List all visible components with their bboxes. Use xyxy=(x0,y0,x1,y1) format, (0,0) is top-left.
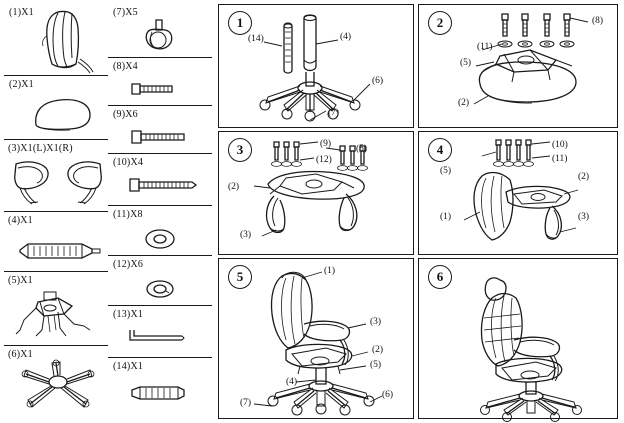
step-5-callout-6: (6) xyxy=(382,390,394,400)
part-icon-mechanism xyxy=(14,290,102,344)
step-number-2: 2 xyxy=(428,11,452,35)
step-2-callout-11: (11) xyxy=(477,42,493,52)
part-icon-caster xyxy=(140,18,180,56)
step-3-callout-12: (12) xyxy=(316,155,332,165)
part-label-2: (2)X1 xyxy=(9,79,34,90)
part-label-1: (1)X1 xyxy=(9,7,34,18)
part-label-7: (7)X5 xyxy=(113,7,138,18)
step-4-callout-2: (2) xyxy=(578,172,590,182)
step-2-illustration xyxy=(452,10,614,122)
part-label-13: (13)X1 xyxy=(113,309,144,320)
part-label-10: (10)X4 xyxy=(113,157,144,168)
step-3-callout-9: (9) xyxy=(320,139,332,149)
step-number-3: 3 xyxy=(228,138,252,162)
step-1-callout-14: (14) xyxy=(248,34,264,44)
step-1-callout-7: (7) xyxy=(328,108,340,118)
step-1-callout-6: (6) xyxy=(372,76,384,86)
step-4-callout-5: (5) xyxy=(440,166,452,176)
step-5-callout-5: (5) xyxy=(370,360,382,370)
step-5-callout-1: (1) xyxy=(324,266,336,276)
step-4-callout-10: (10) xyxy=(552,140,568,150)
step-number-4: 4 xyxy=(428,138,452,162)
part-icon-bolt-long xyxy=(126,176,208,194)
part-label-12: (12)X6 xyxy=(113,259,144,270)
part-label-5: (5)X1 xyxy=(8,275,33,286)
step-3-callout-5: (5) xyxy=(356,144,368,154)
part-icon-cylinder-cover xyxy=(126,382,202,404)
step-1-callout-4: (4) xyxy=(340,32,352,42)
part-icon-flat-washer xyxy=(140,226,180,252)
step-5-callout-4: (4) xyxy=(286,377,298,387)
part-label-4: (4)X1 xyxy=(8,215,33,226)
part-icon-seat xyxy=(26,95,100,135)
part-icon-backrest xyxy=(34,10,104,74)
part-icon-gas-cylinder xyxy=(12,238,102,264)
step-4-illustration xyxy=(452,136,614,250)
part-label-3: (3)X1(L)X1(R) xyxy=(8,143,73,154)
step-2-callout-5: (5) xyxy=(460,58,472,68)
step-3-callout-3: (3) xyxy=(240,230,252,240)
step-5-callout-2: (2) xyxy=(372,345,384,355)
step-5-callout-7: (7) xyxy=(240,398,252,408)
part-icon-bolt-medium xyxy=(128,128,204,146)
step-4-callout-3: (3) xyxy=(578,212,590,222)
part-icon-armrests xyxy=(10,158,106,210)
step-6-illustration xyxy=(458,268,616,416)
part-label-8: (8)X4 xyxy=(113,61,138,72)
part-label-11: (11)X8 xyxy=(113,209,143,220)
part-label-6: (6)X1 xyxy=(8,349,33,360)
part-icon-allen-key xyxy=(126,326,202,348)
step-2-callout-2: (2) xyxy=(458,98,470,108)
step-3-callout-2: (2) xyxy=(228,182,240,192)
part-icon-base xyxy=(16,360,100,416)
step-1-illustration xyxy=(246,10,408,124)
step-number-5: 5 xyxy=(228,265,252,289)
step-5-callout-3: (3) xyxy=(370,317,382,327)
part-icon-bolt-short xyxy=(128,80,198,98)
part-label-9: (9)X6 xyxy=(113,109,138,120)
step-2-callout-8: (8) xyxy=(592,16,604,26)
step-number-1: 1 xyxy=(228,11,252,35)
step-4-callout-11: (11) xyxy=(552,154,568,164)
step-4-callout-1: (1) xyxy=(440,212,452,222)
step-number-6: 6 xyxy=(428,265,452,289)
part-icon-spring-washer xyxy=(140,276,180,302)
part-label-14: (14)X1 xyxy=(113,361,144,372)
step-3-illustration xyxy=(246,136,408,250)
